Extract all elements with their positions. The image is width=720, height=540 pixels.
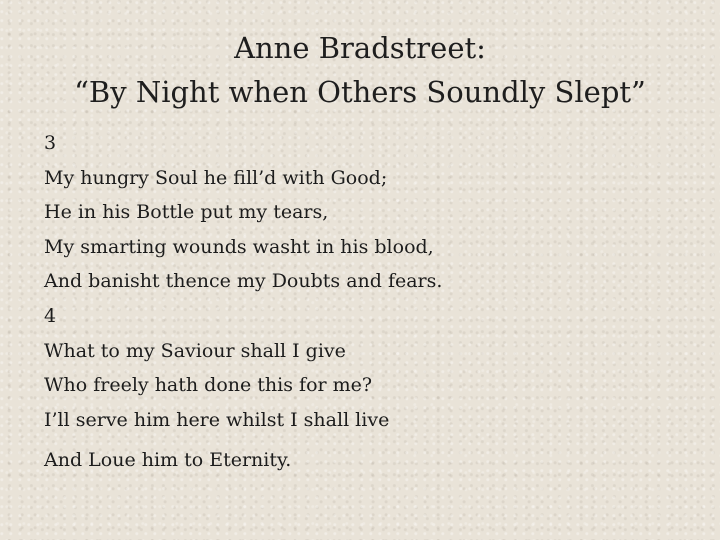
poem-line: What to my Saviour shall I give [44,339,346,362]
stanza-number: 3 [44,132,57,154]
poem-line: My smarting wounds washt in his blood, [44,235,434,258]
stanza-number: 4 [44,304,57,327]
title-poem-name: “By Night when Others Soundly Slept” [74,75,646,109]
slide-title [0,26,720,114]
poem-line: And Loue him to Eternity. [44,449,292,472]
poem-line: He in his Bottle put my tears, [44,201,329,224]
poem-line: My hungry Soul he fill’d with Good; [44,166,388,189]
poem-line: I’ll serve him here whilst I shall live [44,408,390,431]
title-author: Anne Bradstreet: [234,31,486,65]
poem-line: And banisht thence my Doubts and fears. [44,270,443,293]
poem-body [44,126,684,478]
poem-line: Who freely hath done this for me? [44,374,373,397]
